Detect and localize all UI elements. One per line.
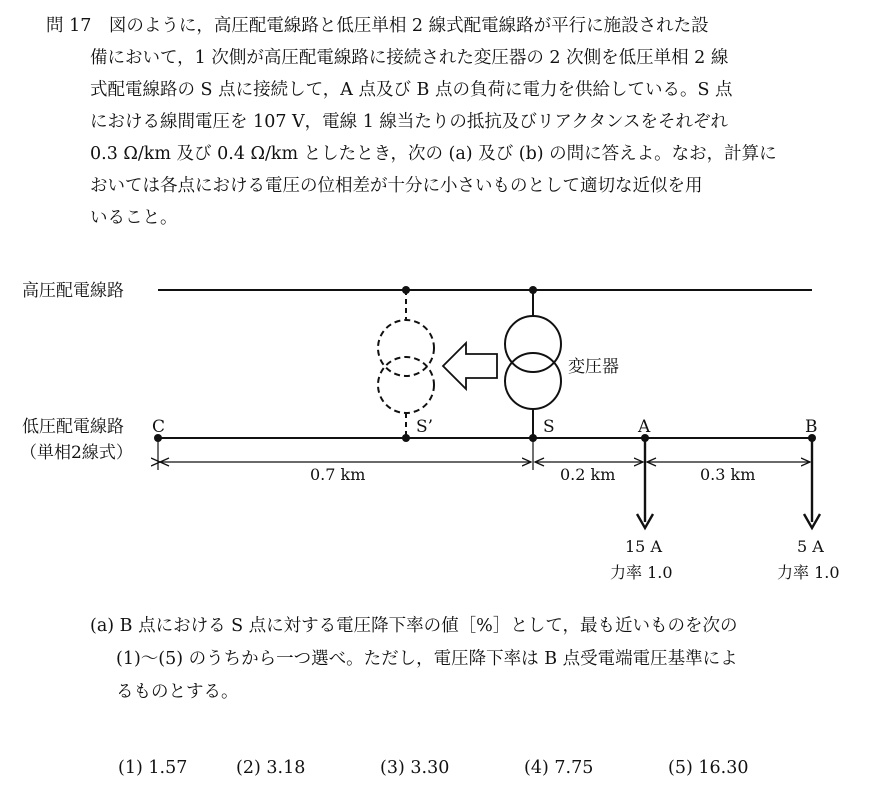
dashed-transformer-upper-coil bbox=[378, 320, 434, 376]
point-a-label: A bbox=[638, 417, 651, 437]
load-b-current: 5 A bbox=[797, 537, 824, 556]
choice-4[interactable] bbox=[524, 758, 593, 778]
dist-cs-label: 0.7 km bbox=[310, 465, 366, 484]
dist-sa-label: 0.2 km bbox=[560, 465, 616, 484]
dashed-transformer-lower-coil bbox=[378, 357, 434, 413]
choice-value: 3.30 bbox=[410, 758, 450, 778]
transformer-upper-coil bbox=[505, 316, 561, 372]
point-s-label: S bbox=[543, 417, 555, 437]
lv-line-sublabel: （単相2線式） bbox=[20, 443, 133, 463]
question-line-6: おいては各点における電圧の位相差が十分に小さいものとして適切な近似を用 bbox=[90, 176, 703, 196]
load-a-pf: 力率 1.0 bbox=[610, 563, 673, 582]
choice-value: 7.75 bbox=[554, 758, 594, 778]
node-s-prime bbox=[402, 434, 410, 442]
choice-value: 3.18 bbox=[266, 758, 306, 778]
point-c-label: C bbox=[152, 417, 166, 437]
load-b-pf: 力率 1.0 bbox=[777, 563, 840, 582]
choice-value: 16.30 bbox=[698, 758, 749, 778]
choice-label: (1) bbox=[118, 758, 143, 778]
choice-1[interactable] bbox=[118, 758, 187, 778]
question-line-5: 0.3 Ω/km 及び 0.4 Ω/km としたとき，次の (a) 及び (b) の問に答えよ。なお，計算に bbox=[90, 144, 777, 164]
choice-5[interactable] bbox=[668, 758, 748, 778]
choice-label: (2) bbox=[236, 758, 261, 778]
transformer-lower-coil bbox=[505, 353, 561, 409]
lv-line-label: 低圧配電線路 bbox=[22, 417, 124, 437]
move-arrow-icon bbox=[443, 343, 497, 389]
transformer-label: 変圧器 bbox=[568, 357, 619, 377]
choice-label: (3) bbox=[380, 758, 405, 778]
choice-label: (5) bbox=[668, 758, 693, 778]
choice-2[interactable] bbox=[236, 758, 305, 778]
dist-ab-label: 0.3 km bbox=[700, 465, 756, 484]
part-a-line-1: (a) B 点における S 点に対する電圧降下率の値［%］として，最も近いものを次の bbox=[90, 616, 738, 636]
choice-label: (4) bbox=[524, 758, 549, 778]
choice-value: 1.57 bbox=[148, 758, 188, 778]
question-line-7: いること。 bbox=[90, 208, 178, 228]
question-line-2: 備において，1 次側が高圧配電線路に接続された変圧器の 2 次側を低圧単相 2 線 bbox=[90, 48, 729, 68]
load-a-current: 15 A bbox=[625, 537, 662, 556]
part-a-line-2: (1)～(5) のうちから一つ選べ。ただし，電圧降下率は B 点受電端電圧基準によ bbox=[116, 649, 738, 669]
point-b-label: B bbox=[805, 417, 818, 437]
point-s-prime-label: S’ bbox=[416, 417, 434, 437]
question-line-1: 問 17 図のように，高圧配電線路と低圧単相 2 線式配電線路が平行に施設された設 bbox=[46, 16, 709, 36]
choice-3[interactable] bbox=[380, 758, 449, 778]
question-line-4: における線間電圧を 107 V，電線 1 線当たりの抵抗及びリアクタンスをそれぞれ bbox=[90, 112, 729, 132]
hv-line-label: 高圧配電線路 bbox=[22, 281, 124, 301]
part-a bbox=[90, 610, 850, 709]
part-a-line-3: るものとする。 bbox=[116, 682, 239, 702]
question-line-3: 式配電線路の S 点に接続して，A 点及び B 点の負荷に電力を供給している。S 点 bbox=[90, 80, 733, 100]
